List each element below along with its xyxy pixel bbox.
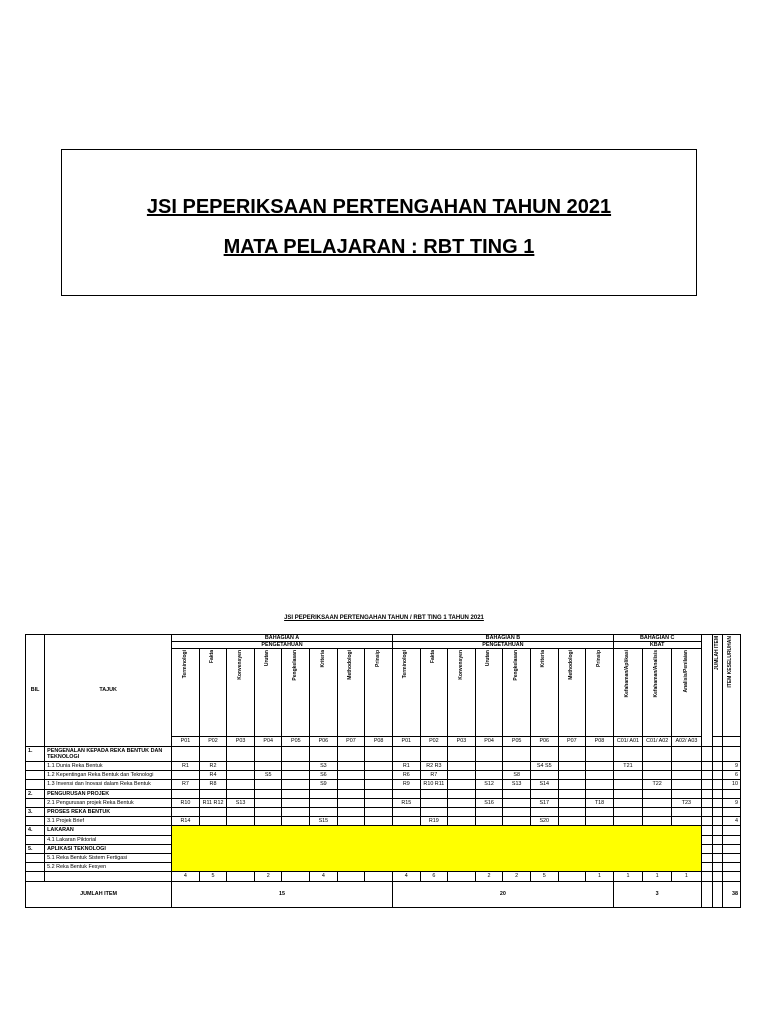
section-number: 1.	[26, 746, 45, 761]
code-cell: P04	[254, 737, 282, 746]
row-total: 10	[722, 780, 740, 789]
item-cell: R9	[392, 780, 420, 789]
row-total: 9	[722, 762, 740, 771]
col-b-konvensyen: Konvensyen	[457, 650, 464, 681]
topic-label: 3.1 Projek Brief	[45, 817, 172, 826]
col-a-methodologi: Methodologi	[347, 650, 354, 681]
item-cell: S14	[530, 780, 558, 789]
count-cell: 5	[199, 872, 227, 881]
item-cell: T18	[586, 798, 614, 807]
item-cell: S8	[503, 771, 531, 780]
col-a-konvensyen: Konvensyen	[236, 650, 243, 681]
row-total: 4	[722, 817, 740, 826]
count-cell: 4	[172, 872, 200, 881]
topic-label: 1.1 Dunia Reka Bentuk	[45, 762, 172, 771]
count-cell: 2	[503, 872, 531, 881]
section-number: 3.	[26, 808, 45, 817]
item-keseluruhan-col-header: ITEM KESELURUHAN	[727, 636, 734, 688]
col-a-pengkelasan: Pengkelasan	[291, 650, 298, 681]
code-cell: P02	[199, 737, 227, 746]
item-cell: R15	[392, 798, 420, 807]
section-a-subheader: PENGETAHUAN	[172, 641, 392, 648]
count-cell: 1	[586, 872, 614, 881]
section-number: 2.	[26, 789, 45, 798]
jumlah-b: 20	[392, 881, 613, 907]
jumlah-c: 3	[613, 881, 701, 907]
item-cell: S15	[310, 817, 338, 826]
item-cell: S13	[227, 798, 255, 807]
item-cell: R7	[172, 780, 200, 789]
item-cell: R2 R3	[420, 762, 448, 771]
item-cell: R8	[199, 780, 227, 789]
item-cell: R6	[392, 771, 420, 780]
code-cell: P01	[172, 737, 200, 746]
jumlah-item-label: JUMLAH ITEM	[26, 881, 172, 907]
item-cell: R1	[172, 762, 200, 771]
code-cell: P08	[365, 737, 393, 746]
code-cell: C01/ A02	[643, 737, 672, 746]
item-cell: R2	[199, 762, 227, 771]
item-cell: R14	[172, 817, 200, 826]
count-cell: 4	[392, 872, 420, 881]
topic-label: 5.2 Reka Bentuk Fesyen	[45, 863, 172, 872]
col-b-urutan: Urutan	[485, 650, 492, 667]
item-cell: R10 R11	[420, 780, 448, 789]
col-b-fakta: Fakta	[429, 650, 436, 664]
col-c-kefahaman-aplikasi: Kefahaman/Aplikasi	[624, 650, 631, 698]
col-a-prinsip: Prinsip	[374, 650, 381, 668]
section-b-subheader: PENGETAHUAN	[393, 641, 613, 648]
item-cell: R1	[392, 762, 420, 771]
topic-label: 1.2 Kepentingan Reka Bentuk dan Teknologi	[45, 771, 172, 780]
code-cell: P06	[530, 737, 558, 746]
item-cell: S6	[310, 771, 338, 780]
row-total: 9	[722, 798, 740, 807]
count-cell: 1	[613, 872, 642, 881]
topic-label: 2.1 Pengurusan projek Reka Bentuk	[45, 798, 172, 807]
item-cell: R19	[420, 817, 448, 826]
tajuk-header: TAJUK	[45, 635, 172, 747]
count-cell: 1	[672, 872, 701, 881]
code-cell: P07	[558, 737, 586, 746]
col-b-kriteria: Kriteria	[540, 650, 547, 668]
code-cell: P02	[420, 737, 448, 746]
subject-title: MATA PELAJARAN : RBT TING 1	[223, 236, 535, 258]
section-c-subheader: KBAT	[614, 641, 701, 648]
section-title: PENGENALAN KEPADA REKA BENTUK DAN TEKNOLOGI	[45, 746, 172, 761]
col-b-terminologi: Terminologi	[402, 650, 409, 679]
code-cell: P03	[448, 737, 476, 746]
section-b-header: BAHAGIAN B	[485, 635, 521, 641]
section-number: 4.	[26, 826, 45, 835]
code-cell: P06	[310, 737, 338, 746]
item-cell: R11 R12	[199, 798, 227, 807]
code-cell: P05	[503, 737, 531, 746]
code-cell: P08	[586, 737, 614, 746]
col-b-pengkelasan: Pengkelasan	[512, 650, 519, 681]
item-cell: S20	[530, 817, 558, 826]
section-number: 5.	[26, 844, 45, 853]
col-a-urutan: Urutan	[264, 650, 271, 667]
code-cell: P07	[337, 737, 365, 746]
code-cell: A02/ A03	[672, 737, 701, 746]
jumlah-a: 15	[172, 881, 393, 907]
bil-header: BIL	[26, 635, 45, 747]
table-caption: JSI PEPERIKSAAN PERTENGAHAN TAHUN / RBT TING 1 TAHUN 2021	[284, 615, 484, 621]
topic-label: 1.3 Invensi dan Inovasi dalam Reka Bentuk	[45, 780, 172, 789]
jumlah-item-col-header: JUMLAH ITEM	[713, 636, 720, 671]
item-cell: R4	[199, 771, 227, 780]
item-cell: S3	[310, 762, 338, 771]
count-cell: 4	[310, 872, 338, 881]
col-a-kriteria: Kriteria	[319, 650, 326, 668]
jsi-table	[25, 634, 741, 908]
col-a-terminologi: Terminologi	[181, 650, 188, 679]
count-cell: 2	[254, 872, 282, 881]
col-c-kefahaman-analisis: Kefahaman/Analisis	[653, 650, 660, 698]
item-cell: T22	[643, 780, 672, 789]
col-c-analisis-penilaian: Analisis/Penilaian	[682, 650, 689, 693]
col-b-methodologi: Methodologi	[567, 650, 574, 681]
item-cell: T21	[613, 762, 642, 771]
highlight-block	[172, 826, 701, 872]
item-cell: S12	[475, 780, 503, 789]
code-cell: P01	[392, 737, 420, 746]
count-cell: 6	[420, 872, 448, 881]
item-cell: S13	[503, 780, 531, 789]
item-cell: S16	[475, 798, 503, 807]
code-cell: P03	[227, 737, 255, 746]
topic-label: 4.1 Lakaran Piktorial	[45, 835, 172, 844]
section-a-header: BAHAGIAN A	[264, 635, 300, 641]
item-cell: S5	[254, 771, 282, 780]
page-title: JSI PEPERIKSAAN PERTENGAHAN TAHUN 2021	[146, 196, 612, 218]
section-title: PROSES REKA BENTUK	[45, 808, 172, 817]
row-total: 6	[722, 771, 740, 780]
code-cell: C01/ A01	[613, 737, 642, 746]
section-title: APLIKASI TEKNOLOGI	[45, 844, 172, 853]
topic-label: 5.1 Reka Bentuk Sistem Fertigasi	[45, 854, 172, 863]
code-cell: P05	[282, 737, 310, 746]
item-cell: T23	[672, 798, 701, 807]
jumlah-total: 38	[722, 881, 740, 907]
code-cell: P04	[475, 737, 503, 746]
section-c-header: BAHAGIAN C	[639, 635, 675, 641]
item-cell: S9	[310, 780, 338, 789]
title-box	[61, 149, 697, 296]
section-title: PENGURUSAN PROJEK	[45, 789, 172, 798]
section-title: LAKARAN	[45, 826, 172, 835]
item-cell: S4 S5	[530, 762, 558, 771]
count-cell: 2	[475, 872, 503, 881]
count-cell: 5	[530, 872, 558, 881]
col-b-prinsip: Prinsip	[595, 650, 602, 668]
count-cell: 1	[643, 872, 672, 881]
item-cell: R10	[172, 798, 200, 807]
item-cell: R7	[420, 771, 448, 780]
col-a-fakta: Fakta	[209, 650, 216, 664]
item-cell: S17	[530, 798, 558, 807]
